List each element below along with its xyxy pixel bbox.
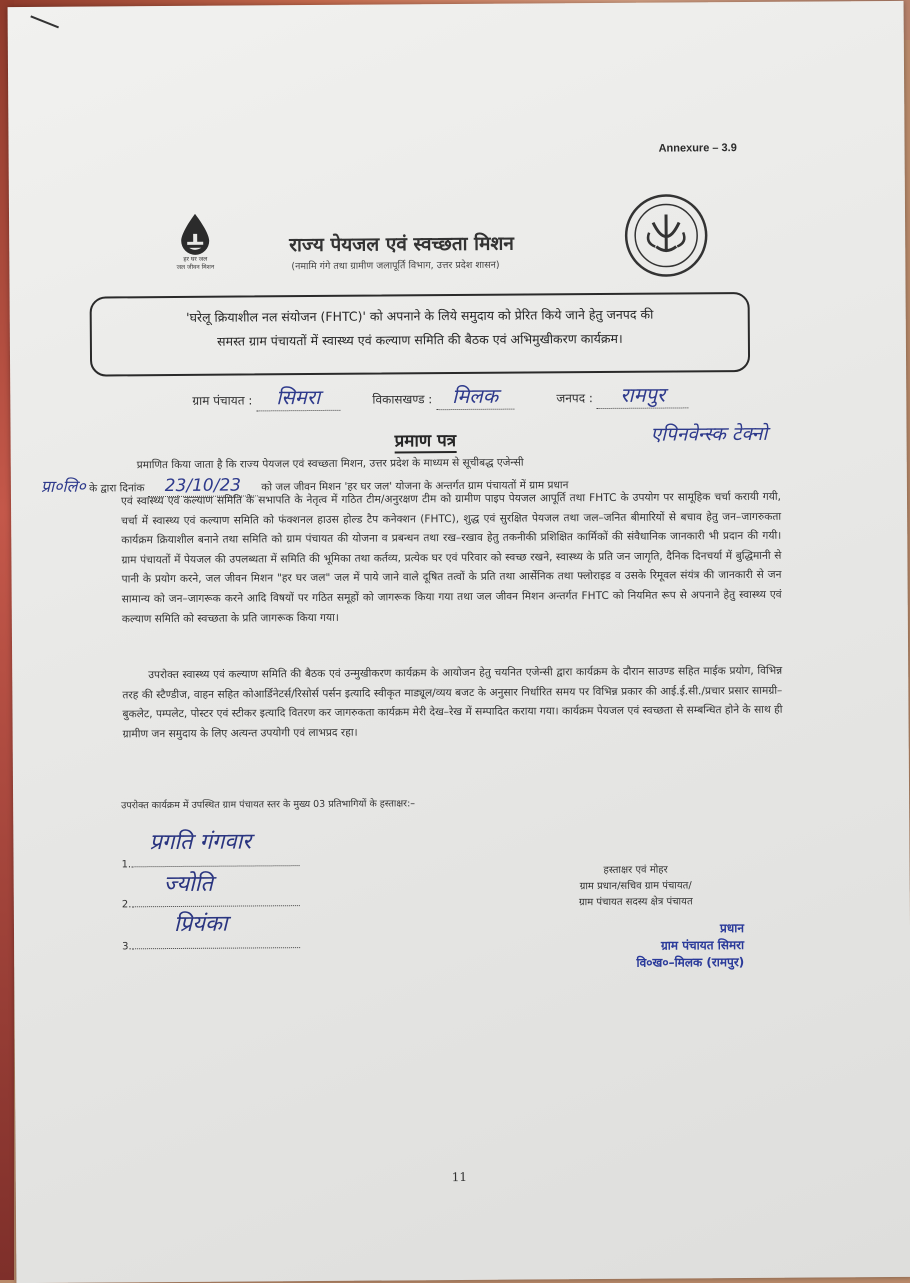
district-label: जनपद : xyxy=(556,391,593,406)
mission-subtitle: (नमामि गंगे तथा ग्रामीण जलापूर्ति विभाग, उत्तर प्रदेश शासन) xyxy=(291,259,500,273)
paragraph-1-start: प्रमाणित किया जाता है कि राज्य पेयजल एवं स्वच्छता मिशन, उत्तर प्रदेश के माध्यम से सूचीबद्ध एजेन्सी xyxy=(136,456,524,472)
seal-role-1: ग्राम प्रधान/सचिव ग्राम पंचायत/ xyxy=(579,880,692,893)
document-page xyxy=(8,1,910,1283)
participant-number: 3. xyxy=(122,941,132,953)
logo-caption-1: हर घर जल xyxy=(183,255,208,263)
paragraph-2: उपरोक्त स्वास्थ्य एवं कल्याण समिति की बैठक एवं उन्मुखीकरण कार्यक्रम के आयोजन हेतु चयनित एजेन्सी द्वारा कार्यक्रम के दौरान साउण्ड सहित माईक प्रयोग, विभिन्न तरह की स्टैण्डीज, वाहन सहित कोआर्डिनेटर्स/रिसोर्स पर्सन इत्यादि स्वीकृत माड्यूल/व्यय बजट के अनुसार निर्धारित समय पर विभिन्न प्रकार की आई.ई.सी./प्रचार प्रसार सामग्री–बुकलेट, पम्पलेट, पोस्टर एवं स्टीकर इत्यादि वितरण कर जागरुकता कार्यक्रम मेरी देख–रेख में सम्पादित कराया गया। कार्यक्रम पेयजल एवं स्वच्छता से सम्बन्धित होने के साथ ही ग्रामीण जन समुदाय के लिए अत्यन्त उपयोगी एवं लाभप्रद रहा। xyxy=(122,664,783,741)
participant-1-handwritten: प्रगति गंगवार xyxy=(149,829,252,856)
annexure-label: Annexure – 3.9 xyxy=(658,142,737,155)
gram-panchayat-label: ग्राम पंचायत : xyxy=(192,393,253,408)
mission-title: राज्य पेयजल एवं स्वच्छता मिशन xyxy=(289,232,514,257)
up-emblem-icon xyxy=(623,192,710,279)
seal-role-2: ग्राम पंचायत सदस्य क्षेत्र पंचायत xyxy=(578,896,693,909)
district-value: रामपुर xyxy=(620,382,666,407)
logo-caption-2: जल जीवन मिशन xyxy=(176,263,215,271)
participant-3-handwritten: प्रियंका xyxy=(173,911,228,938)
block-label: विकासखण्ड : xyxy=(372,392,433,407)
stamp-line-3: वि०ख०–मिलक (रामपुर) xyxy=(636,955,745,970)
water-drop-icon xyxy=(178,212,212,256)
gram-panchayat-value: सिमरा xyxy=(276,384,321,410)
district-field xyxy=(556,380,689,409)
block-value: मिलक xyxy=(452,383,499,409)
har-ghar-jal-logo xyxy=(165,212,225,272)
agency-name-handwritten: एपिनवेन्स्क टेक्नो xyxy=(650,422,768,446)
by-label: के द्वारा दिनांक xyxy=(89,482,145,495)
certificate-title: प्रमाण पत्र xyxy=(395,428,457,453)
paragraph-1-body: एवं स्वास्थ्य एवं कल्याण समिति के सभापति के नेतृत्व में गठित टीम/अनुरक्षण टीम को ग्रामीण पाइप पेयजल आपूर्ति तथा FHTC के उपयोग पर सामूहिक चर्चा करायी गयी, चर्चा में स्वास्थ्य एवं कल्याण समिति को फंक्शनल हाउस होल्ड टैप कनेक्शन (FHTC), शुद्ध एवं सुरक्षित पेयजल तथा जल–जनित बीमारियों से बचाव हेतु जन–जागरुकता कार्यक्रम क्रियाशील बनाने तथा समिति को ग्राम पंचायत की योजना व प्रबन्धन तथा रख–रखाव हेतु तकनीकी प्रशिक्षित कार्मिकों की संवैधानिक जानकारी भी प्रदान की गयी। ग्राम पंचायतों में पेयजल की उपलब्धता में समिति की भूमिका तथा कर्तव्य, प्रत्येक घर एवं परिवार को स्वच्छ रखने, स्वास्थ्य के प्रति जन जागृति, दैनिक दिनचर्या में बुद्धिमानी से पानी के प्रयोग करने, जल जीवन मिशन "हर घर जल" जल में पाये जाने वाले दूषित तत्वों के प्रति तथा आर्सेनिक तथा फ्लोराइड व उसके रिमूवल संयंत्र की जानकारी से जन सामान्य को जन–जागरूक करने आदि विषयों पर गठित समूहों को जागरूक किया गया तथा जल जीवन मिशन अन्तर्गत FHTC को नियमित रूप से अपनाने हेतु स्वास्थ्य एवं कल्याण समिति को स्वच्छता के प्रति जागरूक किया गया। xyxy=(120,490,782,625)
programme-line-2: समस्त ग्राम पंचायतों में स्वास्थ्य एवं कल्याण समिति की बैठक एवं अभिमुखीकरण कार्यक्रम। xyxy=(217,330,623,349)
participant-number: 2. xyxy=(121,899,132,911)
agency-name-cont-handwritten: प्रा०लि० xyxy=(40,476,86,496)
stamp-line-1: प्रधान xyxy=(719,921,745,936)
pen-mark xyxy=(30,15,59,28)
participant-number: 1. xyxy=(121,859,132,871)
page-number: 11 xyxy=(451,1169,468,1185)
date-handwritten: 23/10/23 xyxy=(164,475,242,497)
seal-heading: हस्ताक्षर एवं मोहर xyxy=(603,864,668,877)
gram-panchayat-field xyxy=(192,383,340,412)
signature-seal-block xyxy=(536,862,736,911)
pradhan-stamp xyxy=(594,920,744,972)
programme-box xyxy=(90,292,751,377)
participants-intro: उपरोक्त कार्यक्रम में उपस्थित ग्राम पंचायत स्तर के मुख्य 03 प्रतिभागियों के हस्ताक्षर:– xyxy=(121,798,416,812)
stamp-line-2: ग्राम पंचायत सिमरा xyxy=(660,938,745,953)
participant-2-handwritten: ज्योति xyxy=(163,871,214,898)
block-field xyxy=(372,382,514,411)
paragraph-1-mid: को जल जीवन मिशन 'हर घर जल' योजना के अन्तर्गत ग्राम पंचायतों में ग्राम प्रधान xyxy=(261,479,569,494)
programme-line-1: 'घरेलू क्रियाशील नल संयोजन (FHTC)' को अपनाने के लिये समुदाय को प्रेरित किये जाने हेतु जनपद की xyxy=(186,306,654,325)
